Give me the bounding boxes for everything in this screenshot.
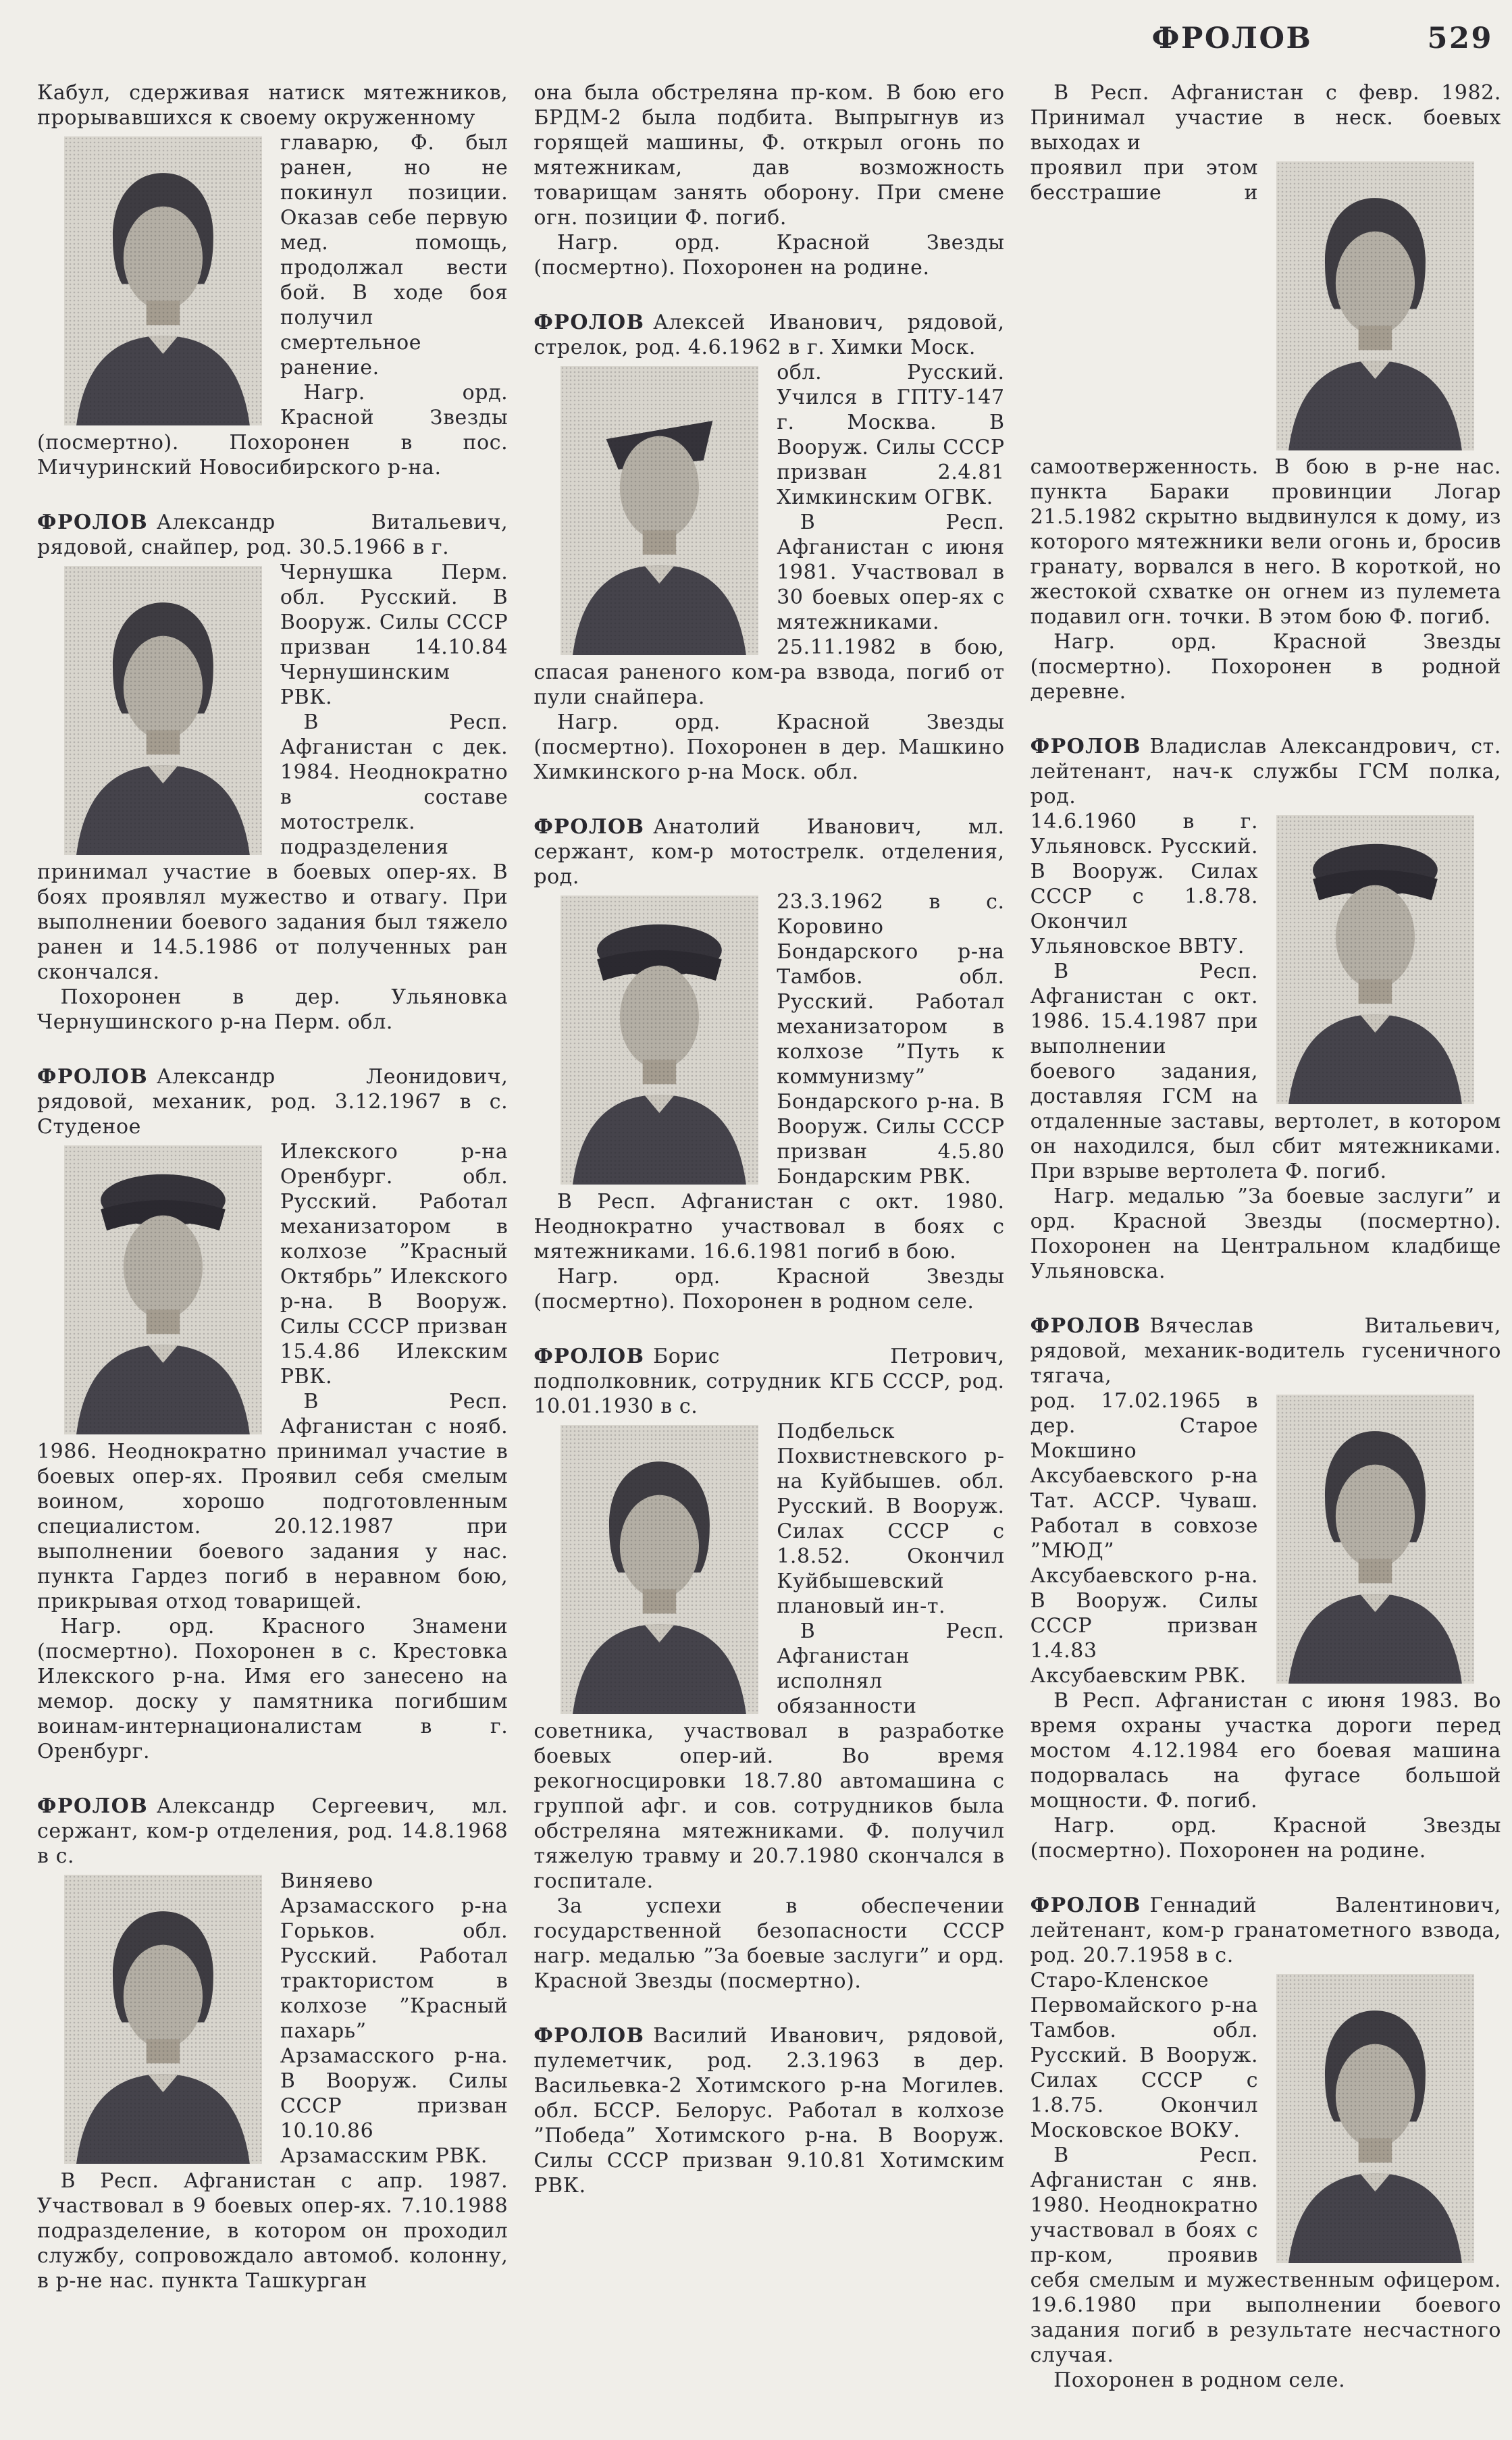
entry-body [1031,155,1501,704]
entry-paragraph: обл. Русский. Учился в ГПТУ-147 г. Москва. В Вооруж. Силы СССР призван 2.4.81 Химкинским ОГВК. [777,361,1005,509]
portrait-photo [1276,1974,1474,2263]
entry-paragraph: В Респ. Афганистан с апр. 1987. Участвовал в 9 боевых опер-ях. 7.10.1988 подразделение, в котором он проходил службу, сопровождало автомоб. колонну, в р-не нас. пункта Ташкурган [37,2169,509,2293]
person-bust-icon [1276,161,1474,450]
entry-paragraph: В Респ. Афганистан с янв. 1980. Неоднократно участвовал в боях с пр-ком, проявив себя смелым и мужественным офицером. 19.6.1980 при выполнении боевого задания погиб в результате несчастного случая. [1030,2144,1501,2368]
entry-paragraph: Нагр. орд. Красной Звезды (посмертно). Похоронен в дер. Машкино Химкинского р-на Моск. обл. [533,710,1005,784]
page-header [37,14,1501,80]
text-columns [37,80,1501,2393]
column-2 [533,80,1004,2393]
entry-frolov-anatolii-ivanovich [533,814,1004,1314]
person-bust-icon [64,1875,262,2164]
entry-frolov-aleksandr-sergeevich [37,1794,508,2293]
entry-head [37,1064,508,1139]
portrait-photo [561,895,758,1185]
entry-head [533,1344,1004,1419]
portrait-photo [561,366,758,655]
entry-paragraph: Чернушка Перм. обл. Русский. В Вооруж. Силы СССР призван 14.10.84 Чернушинским РВК. [280,561,509,709]
person-bust-icon [64,566,262,855]
entry-body [1031,1968,1501,2393]
entry-body [37,1869,508,2293]
entry-paragraph: Нагр. орд. Красной Звезды (посмертно). Похоронен на родине. [1030,1814,1501,1863]
person-bust-icon [64,1145,262,1434]
entry-body [37,130,508,480]
entry-body [533,360,1004,785]
entry-head-text: Борис Петрович, подполковник, сотрудник КГБ СССР, род. 10.01.1930 в с. [533,1345,1005,1418]
person-bust-icon [1276,1974,1474,2263]
entry-paragraph: Нагр. орд. Красной Звезды (посмертно). Похоронен в пос. Мичуринский Новосибирского р-на. [37,381,509,479]
person-bust-icon [1276,815,1474,1104]
entry-paragraph: проявил при этом бесстрашие и самоотверженность. В бою в р-не нас. пункта Бараки провинции Логар 21.5.1982 скрытно выдвинулся к дому, из которого мятежники вели огонь и, бросив гранату, ворвался в него. В короткой, но жестокой схватке он огнем из пулемета подавил огн. точки. В этом бою Ф. погиб. [1030,156,1501,629]
entry-head [533,814,1004,889]
entry-head [533,2023,1004,2198]
entry-surname: ФРОЛОВ [1030,1894,1141,1918]
entry-head-text: Василий Иванович, рядовой, пулеметчик, род. 2.3.1963 в дер. Васильевка-2 Хотимского р-на Могилев. обл. БССР. Белорус. Работал в колхозе ”Победа” Хотимского р-на. В Вооруж. Силы СССР призван 9.10.81 Хотимским РВК. [533,2024,1005,2198]
entry-paragraph: Илекского р-на Оренбург. обл. Русский. Работал механизатором в колхозе ”Красный Октябрь” Илекского р-на. В Вооруж. Силы СССР призван 15.4.86 Илекским РВК. [280,1140,509,1388]
entry-head-text: Кабул, сдерживая натиск мятежников, прорывавшихся к своему окруженному [37,81,509,130]
person-bust-icon [561,366,758,655]
entry-head-text: Вячеслав Витальевич, рядовой, механик-водитель гусеничного тягача, [1030,1314,1501,1388]
portrait-photo [64,566,262,855]
entry-paragraph: Похоронен в родном селе. [1053,2368,1346,2393]
entry-head [1031,80,1501,155]
entry-surname: ФРОЛОВ [533,2024,645,2048]
column-1 [37,80,508,2393]
entry-paragraph: Старо-Кленское Первомайского р-на Тамбов. обл. Русский. В Вооруж. Силах СССР с 1.8.75. Окончил Московское ВОКУ. [1030,1969,1259,2143]
entry-paragraph: Похоронен в дер. Ульяновка Чернушинского р-на Перм. обл. [37,985,509,1034]
entry-paragraph: Нагр. орд. Красной Звезды (посмертно). Похоронен в родной деревне. [1030,630,1501,704]
entry-head-text: Геннадий Валентинович, лейтенант, ком-р гранатометного взвода, род. 20.7.1958 в с. [1030,1894,1501,1968]
column-3 [1031,80,1501,2393]
entry-frolov-continued [37,80,508,480]
entry-paragraph: 23.3.1962 в с. Коровино Бондарского р-на Тамбов. обл. Русский. Работал механизатором в колхозе ”Путь к коммунизму” Бондарского р-на. В Вооруж. Силы СССР призван 4.5.80 Бондарским РВК. [777,890,1005,1189]
entry-paragraph: В Респ. Афганистан с окт. 1980. Неоднократно участвовал в боях с мятежниками. 16.6.1981 погиб в бою. [533,1190,1005,1264]
entry-head [37,510,508,560]
entry-paragraph: Нагр. медалью ”За боевые заслуги” и орд. Красной Звезды (посмертно). Похоронен на Центральном кладбище Ульяновска. [1030,1185,1501,1284]
entry-head [1031,734,1501,809]
entry-head-text: Алексей Иванович, рядовой, стрелок, род. 4.6.1962 в г. Химки Моск. [533,311,1005,359]
entry-head [533,310,1004,360]
entry-body [1031,1388,1501,1863]
entry-surname: ФРОЛОВ [37,1794,149,1818]
entry-frolov-aleksandr-leonidovich [37,1064,508,1764]
entry-head-text: Александр Сергеевич, мл. сержант, ком-р отделения, род. 14.8.1968 в с. [37,1794,509,1868]
entry-surname: ФРОЛОВ [37,511,149,534]
entry-paragraph: Нагр. орд. Красной Звезды (посмертно). Похоронен в родном селе. [533,1265,1005,1314]
portrait-photo [561,1425,758,1714]
entry-paragraph: род. 17.02.1965 в дер. Старое Мокшино Аксубаевского р-на Тат. АССР. Чуваш. Работал в совхозе ”МЮД” Аксубаевского р-на. В Вооруж. Силы СССР призван 1.4.83 Аксубаевским РВК. [1030,1389,1259,1688]
page-number: 529 [1427,22,1493,55]
entry-body [533,230,1004,280]
entry-head-text: Анатолий Иванович, мл. сержант, ком-р мотострелк. отделения, род. [533,815,1005,889]
entry-paragraph: В Респ. Афганистан с дек. 1984. Неоднократно в составе мотострелк. подразделения принимал участие в боевых опер-ях. В боях проявлял мужество и отвагу. При выполнении боевого задания был тяжело ранен и 14.5.1986 от полученных ран скончался. [37,710,509,984]
page-title: ФРОЛОВ [1151,22,1313,55]
entry-head [37,80,508,130]
entry-body [1031,809,1501,1284]
person-bust-icon [561,895,758,1185]
portrait-photo [64,136,262,425]
entry-frolov-aleksei-ivanovich [533,310,1004,785]
entry-paragraph: главарю, Ф. был ранен, но не покинул позиции. Оказав себе первую мед. помощь, продолжал вести бой. В ходе боя получил смертельное ранение. [280,131,509,380]
entry-paragraph: В Респ. Афганистан с июня 1983. Во время охраны участка дороги перед мостом 4.12.1984 его боевая машина подорвалась на фугасе большой мощности. Ф. погиб. [1030,1689,1501,1813]
entry-body [533,889,1004,1314]
entry-paragraph: За успехи в обеспечении государственной безопасности СССР нагр. медалью ”За боевые заслуги” и орд. Красной Звезды (посмертно). [533,1894,1005,1993]
entry-paragraph: В Респ. Афганистан с нояб. 1986. Неоднократно принимал участие в боевых опер-ях. Проявил себя смелым воином, хорошо подготовленным специалистом. 20.12.1987 при выполнении боевого задания у нас. пункта Гардез погиб в неравном бою, прикрывая отход товарищей. [37,1390,509,1613]
entry-surname: ФРОЛОВ [37,1065,149,1089]
entry-head [37,1794,508,1869]
person-bust-icon [561,1425,758,1714]
entry-frolov-vasilii-ivanovich [533,2023,1004,2198]
entry-paragraph: Виняево Арзамасского р-на Горьков. обл. Русский. Работал трактористом в колхозе ”Красный пахарь” Арзамасского р-на. В Вооруж. Силы СССР призван 10.10.86 Арзамасским РВК. [280,1869,509,2168]
portrait-photo [1276,815,1474,1104]
entry-surname: ФРОЛОВ [533,311,645,334]
entry-frolov-gennadii-valentinovich [1031,1893,1501,2393]
portrait-photo [64,1875,262,2164]
entry-head-text: В Респ. Афганистан с февр. 1982. Принимал участие в неск. боевых выходах и [1030,81,1501,155]
entry-body [37,560,508,1035]
entry-paragraph: 14.6.1960 в г. Ульяновск. Русский. В Вооруж. Силах СССР с 1.8.78. Окончил Ульяновское ВВТУ. [1030,810,1259,959]
entry-head-text: Александр Витальевич, рядовой, снайпер, род. 30.5.1966 в г. [37,511,509,559]
entry-surname: ФРОЛОВ [533,1345,645,1368]
entry-paragraph: В Респ. Афганистан с окт. 1986. 15.4.1987 при выполнении боевого задания, доставляя ГСМ на отдаленные заставы, вертолет, в котором он находился, был сбит мятежниками. При взрыве вертолета Ф. погиб. [1030,960,1501,1184]
person-bust-icon [64,136,262,425]
entry-paragraph: В Респ. Афганистан с июня 1981. Участвовал в 30 боевых опер-ях с мятежниками. 25.11.1982 в бою, спасая раненого ком-ра взвода, погиб от пули снайпера. [533,511,1005,709]
entry-frolov-aleksandr-vitalevich [37,510,508,1035]
entry-paragraph: Нагр. орд. Красной Звезды (посмертно). Похоронен на родине. [533,231,1005,280]
entry-head-text: Владислав Александрович, ст. лейтенант, нач-к службы ГСМ полка, род. [1030,735,1501,809]
entry-head [533,80,1004,230]
entry-head-text: Александр Леонидович, рядовой, механик, род. 3.12.1967 в с. Студеное [37,1065,509,1139]
entry-head [1031,1314,1501,1388]
entry-frolov-continued [1031,80,1501,704]
entry-surname: ФРОЛОВ [1030,735,1141,759]
entry-surname: ФРОЛОВ [1030,1314,1141,1339]
person-bust-icon [1276,1395,1474,1684]
entry-frolov-continued [533,80,1004,280]
entry-paragraph: Нагр. орд. Красного Знамени (посмертно). Похоронен в с. Крестовка Илекского р-на. Имя его занесено на мемор. доску у памятника погибшим воинам-интернационалистам в г. Оренбург. [37,1615,509,1763]
entry-head-text: она была обстреляна пр-ком. В бою его БРДМ-2 была подбита. Выпрыгнув из горящей машины, Ф. открыл огонь по мятежникам, дав возможность товарищам занять оборону. При смене огн. позиции Ф. погиб. [533,81,1005,230]
entry-surname: ФРОЛОВ [533,815,645,839]
portrait-photo [1276,161,1474,450]
portrait-photo [64,1145,262,1434]
entry-head [1031,1893,1501,1968]
entry-paragraph: Подбельск Похвистневского р-на Куйбышев. обл. Русский. В Вооруж. Силах СССР с 1.8.52. Окончил Куйбышевский плановый ин-т. [777,1420,1005,1618]
entry-body [533,1419,1004,1994]
entry-body [37,1139,508,1764]
entry-paragraph: В Респ. Афганистан исполнял обязанности советника, участвовал в разработке боевых опер-ий. Во время рекогносцировки 18.7.80 автомашина с группой афг. и сов. сотрудников была обстреляна мятежниками. Ф. получил тяжелую травму и 20.7.1980 скончался в госпитале. [533,1619,1005,1893]
entry-frolov-vladislav-aleksandrovich [1031,734,1501,1284]
entry-frolov-vyacheslav-vitalevich [1031,1314,1501,1863]
portrait-photo [1276,1395,1474,1684]
entry-frolov-boris-petrovich [533,1344,1004,1994]
